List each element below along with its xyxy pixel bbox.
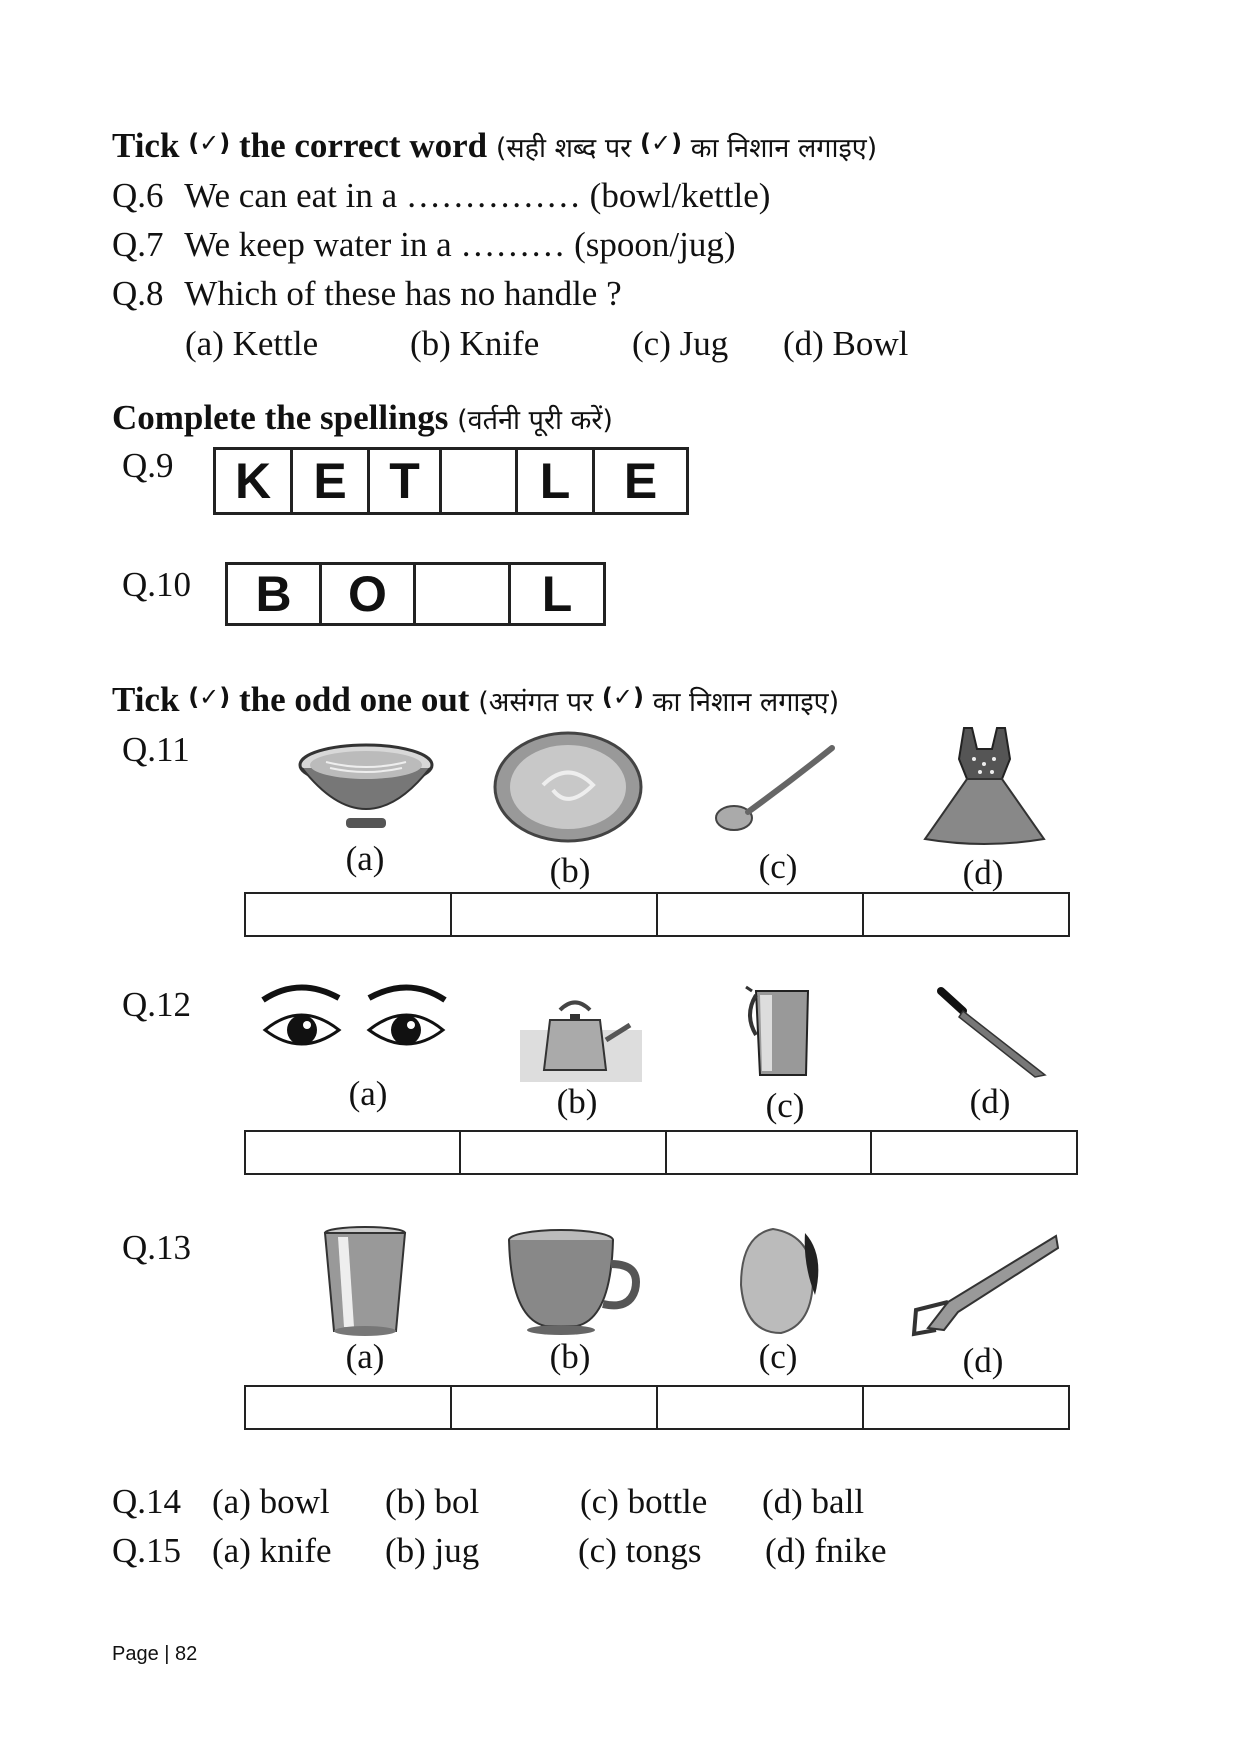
heading-tick-word: Tick: [112, 126, 180, 165]
question-text: We keep water in a ……… (spoon/jug): [184, 225, 736, 264]
letter-box: L: [518, 450, 595, 512]
answer-box-d[interactable]: [872, 1132, 1076, 1173]
question-12-number: Q.12: [122, 985, 192, 1024]
option-label-d: (d): [962, 853, 1004, 892]
letter-box: O: [322, 565, 416, 623]
cup-image: [505, 1228, 645, 1336]
question-6: [112, 176, 770, 216]
answer-box-d[interactable]: [864, 1387, 1068, 1428]
spoon-image: [712, 740, 842, 835]
answer-box-c[interactable]: [658, 1387, 864, 1428]
option-b[interactable]: (b) jug: [385, 1531, 480, 1570]
letter-box: T: [370, 450, 442, 512]
option-label-b: (b): [549, 1337, 591, 1376]
footer-separator: |: [164, 1643, 170, 1665]
option-d[interactable]: (d) Bowl: [783, 324, 909, 363]
answer-boxes-q12: [244, 1130, 1078, 1175]
option-d[interactable]: (d) fnike: [765, 1531, 887, 1570]
question-9-number: Q.9: [122, 446, 174, 485]
option-b[interactable]: (b) bol: [385, 1482, 480, 1521]
tick-mark-icon: (✓): [639, 129, 683, 157]
option-label-a: (a): [345, 1337, 385, 1376]
tick-mark-icon: (✓): [188, 129, 231, 157]
answer-box-c[interactable]: [667, 1132, 873, 1173]
knife-image: [937, 985, 1052, 1080]
blank-letter-box[interactable]: [442, 450, 518, 512]
option-label-c: (c): [758, 847, 798, 886]
heading-hindi-rest: का निशान लगाइए): [690, 133, 878, 164]
question-text: We can eat in a …………… (bowl/kettle): [184, 176, 771, 215]
question-10-number: Q.10: [122, 565, 192, 604]
page-footer: [112, 1643, 197, 1666]
page-label: Page: [112, 1643, 159, 1665]
tick-mark-icon: (✓): [188, 683, 231, 711]
heading-hindi: (असंगत पर: [478, 687, 594, 718]
heading-hindi: (सही शब्द पर: [495, 133, 632, 164]
question-11-number: Q.11: [122, 730, 190, 769]
heading-text: the odd one out: [238, 680, 470, 719]
answer-box-b[interactable]: [452, 1387, 658, 1428]
glass-image: [320, 1225, 410, 1340]
tongs-image: [908, 1230, 1060, 1340]
eyes-image: [259, 978, 449, 1068]
mango-image: [733, 1225, 828, 1337]
answer-box-d[interactable]: [864, 894, 1068, 935]
answer-box-b[interactable]: [452, 894, 658, 935]
option-label-a: (a): [345, 839, 385, 878]
option-label-a: (a): [348, 1074, 388, 1113]
heading-text: Complete the spellings: [112, 398, 449, 437]
heading-hindi: (वर्तनी पूरी करें): [457, 405, 613, 436]
section-heading-correct-word: [112, 126, 877, 166]
letter-box: K: [216, 450, 293, 512]
answer-box-b[interactable]: [461, 1132, 667, 1173]
question-7: [112, 225, 735, 265]
answer-box-a[interactable]: [246, 894, 452, 935]
answer-box-a[interactable]: [246, 1132, 461, 1173]
option-a[interactable]: (a) Kettle: [185, 324, 319, 363]
question-13-number: Q.13: [122, 1228, 192, 1267]
letter-box: L: [541, 566, 573, 622]
plate-image: [493, 730, 643, 845]
bowl-image: [296, 740, 436, 835]
spelling-boxes-kettle: [213, 447, 689, 515]
letter-box: B: [228, 565, 322, 623]
section-heading-odd-one-out: [112, 680, 839, 720]
dress-image: [922, 724, 1047, 849]
jug-image: [742, 985, 824, 1080]
question-text: Which of these has no handle ?: [184, 274, 622, 313]
question-number: Q.7: [112, 225, 164, 264]
option-label-c: (c): [765, 1086, 805, 1125]
option-b[interactable]: (b) Knife: [410, 324, 540, 363]
option-label-d: (d): [969, 1082, 1011, 1121]
kettle-image: [520, 990, 642, 1082]
question-number: Q.6: [112, 176, 164, 215]
heading-tick-word: Tick: [112, 680, 180, 719]
letter-box: E: [623, 453, 658, 509]
answer-boxes-q13: [244, 1385, 1070, 1430]
spelling-boxes-bowl: [225, 562, 606, 626]
question-15-number: Q.15: [112, 1531, 182, 1570]
option-label-d: (d): [962, 1341, 1004, 1380]
option-d[interactable]: (d) ball: [762, 1482, 865, 1521]
page-number: 82: [175, 1643, 198, 1665]
blank-letter-box[interactable]: [416, 565, 511, 623]
question-number: Q.8: [112, 274, 164, 313]
answer-boxes-q11: [244, 892, 1070, 937]
option-a[interactable]: (a) bowl: [212, 1482, 330, 1521]
option-label-b: (b): [556, 1082, 598, 1121]
option-label-b: (b): [549, 851, 591, 890]
option-c[interactable]: (c) tongs: [578, 1531, 702, 1570]
option-label-c: (c): [758, 1337, 798, 1376]
answer-box-a[interactable]: [246, 1387, 452, 1428]
heading-hindi-rest: का निशान लगाइए): [652, 687, 840, 718]
answer-box-c[interactable]: [658, 894, 864, 935]
option-c[interactable]: (c) bottle: [580, 1482, 708, 1521]
option-a[interactable]: (a) knife: [212, 1531, 332, 1570]
heading-text: the correct word: [238, 126, 488, 165]
letter-box: E: [293, 450, 370, 512]
section-heading-spellings: [112, 398, 613, 438]
question-8: [112, 274, 622, 314]
option-c[interactable]: (c) Jug: [632, 324, 729, 363]
tick-mark-icon: (✓): [601, 683, 644, 711]
question-14-number: Q.14: [112, 1482, 182, 1521]
